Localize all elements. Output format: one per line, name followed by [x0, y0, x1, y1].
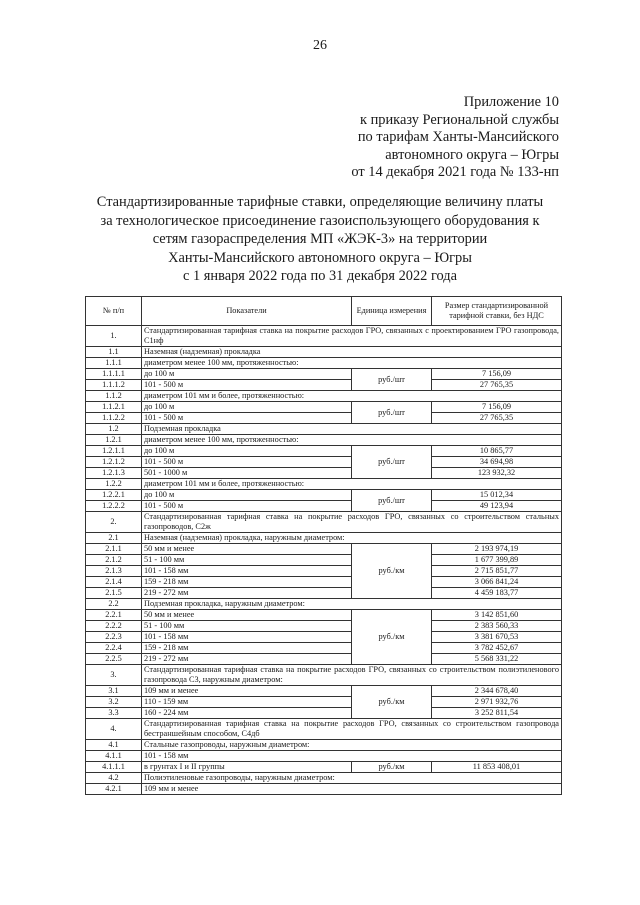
row-rate-value: 2 193 974,19 — [432, 544, 562, 555]
row-indicator: Стальные газопроводы, наружным диаметром: — [142, 740, 562, 751]
row-number: 2.1.1 — [86, 544, 142, 555]
table-row — [86, 719, 562, 740]
table-row — [86, 686, 562, 697]
table-row — [86, 347, 562, 358]
row-indicator: 101 - 158 мм — [142, 751, 562, 762]
row-number: 1.1.1.2 — [86, 380, 142, 391]
table-row — [86, 413, 562, 424]
row-rate-value: 7 156,09 — [432, 402, 562, 413]
row-indicator: диаметром менее 100 мм, протяженностью: — [142, 358, 562, 369]
row-indicator: Наземная (надземная) прокладка — [142, 347, 562, 358]
row-rate-value: 3 142 851,60 — [432, 610, 562, 621]
table-row — [86, 784, 562, 795]
table-row — [86, 479, 562, 490]
row-indicator: 219 - 272 мм — [142, 654, 352, 665]
row-number: 1.1.2.2 — [86, 413, 142, 424]
document-title — [60, 193, 580, 286]
row-unit: руб./шт — [352, 490, 432, 512]
row-unit: руб./км — [352, 544, 432, 599]
appendix-line: Приложение 10 — [463, 94, 559, 110]
row-number: 1.1.1 — [86, 358, 142, 369]
row-indicator: до 100 м — [142, 402, 352, 413]
table-header-row — [86, 297, 562, 326]
row-number: 1.1 — [86, 347, 142, 358]
row-number: 2.1.5 — [86, 588, 142, 599]
table-row — [86, 643, 562, 654]
row-unit: руб./шт — [352, 402, 432, 424]
row-number: 1.2.1 — [86, 435, 142, 446]
row-number: 2.2.1 — [86, 610, 142, 621]
row-indicator: 109 мм и менее — [142, 784, 562, 795]
row-number: 2.2.4 — [86, 643, 142, 654]
row-number: 2.2.3 — [86, 632, 142, 643]
table-row — [86, 632, 562, 643]
row-number: 2.2.5 — [86, 654, 142, 665]
row-number: 3. — [86, 665, 142, 686]
row-unit: руб./км — [352, 610, 432, 665]
row-indicator: до 100 м — [142, 446, 352, 457]
table-row — [86, 697, 562, 708]
row-number: 1.2 — [86, 424, 142, 435]
page-number: 26 — [313, 38, 327, 53]
title-line: Ханты-Мансийского автономного округа – Югры — [168, 249, 472, 266]
row-indicator: Полиэтиленовые газопроводы, наружным диаметром: — [142, 773, 562, 784]
row-indicator: Стандартизированная тарифная ставка на покрытие расходов ГРО, связанных с проектированием ГРО газопровода, C1нф — [142, 326, 562, 347]
header-num: № п/п — [86, 297, 142, 326]
row-indicator: 159 - 218 мм — [142, 643, 352, 654]
row-rate-value: 4 459 183,77 — [432, 588, 562, 599]
row-number: 1.1.2.1 — [86, 402, 142, 413]
row-indicator: Стандартизированная тарифная ставка на покрытие расходов ГРО, связанных со строительством полиэтиленового газопровода C3, наружным диаметром: — [142, 665, 562, 686]
row-rate-value: 3 252 811,54 — [432, 708, 562, 719]
row-rate-value: 2 383 560,33 — [432, 621, 562, 632]
row-indicator: 51 - 100 мм — [142, 555, 352, 566]
row-number: 1.2.1.3 — [86, 468, 142, 479]
header-rate: Размер стандартизированной тарифной ставки, без НДС — [432, 297, 562, 326]
table-row — [86, 751, 562, 762]
title-line: сетям газораспределения МП «ЖЭК-3» на территории — [152, 231, 488, 247]
table-row — [86, 358, 562, 369]
row-number: 2.1.2 — [86, 555, 142, 566]
row-indicator: 101 - 500 м — [142, 457, 352, 468]
table-row — [86, 577, 562, 588]
row-number: 1.2.1.2 — [86, 457, 142, 468]
table-body — [86, 326, 562, 795]
row-rate-value: 34 694,98 — [432, 457, 562, 468]
table-row — [86, 446, 562, 457]
table-row — [86, 654, 562, 665]
table-row — [86, 369, 562, 380]
row-indicator: 501 - 1000 м — [142, 468, 352, 479]
appendix-line: по тарифам Ханты-Мансийского — [357, 129, 559, 145]
table-row — [86, 621, 562, 632]
row-number: 2. — [86, 512, 142, 533]
row-number: 3.3 — [86, 708, 142, 719]
table-row — [86, 490, 562, 501]
row-number: 4.1.1 — [86, 751, 142, 762]
row-rate-value: 7 156,09 — [432, 369, 562, 380]
header-unit: Единица измерения — [352, 297, 432, 326]
row-number: 4. — [86, 719, 142, 740]
row-number: 3.1 — [86, 686, 142, 697]
table-row — [86, 402, 562, 413]
row-indicator: 51 - 100 мм — [142, 621, 352, 632]
row-number: 4.2.1 — [86, 784, 142, 795]
row-rate-value: 11 853 408,01 — [432, 762, 562, 773]
row-indicator: 110 - 159 мм — [142, 697, 352, 708]
row-indicator: диаметром 101 мм и более, протяженностью: — [142, 391, 562, 402]
row-number: 1.2.2.1 — [86, 490, 142, 501]
row-unit: руб./шт — [352, 446, 432, 479]
row-indicator: в грунтах I и II группы — [142, 762, 352, 773]
row-number: 2.2 — [86, 599, 142, 610]
row-rate-value: 3 782 452,67 — [432, 643, 562, 654]
row-rate-value: 10 865,77 — [432, 446, 562, 457]
row-indicator: 219 - 272 мм — [142, 588, 352, 599]
row-number: 4.1 — [86, 740, 142, 751]
row-number: 2.1.4 — [86, 577, 142, 588]
table-row — [86, 424, 562, 435]
row-number: 4.1.1.1 — [86, 762, 142, 773]
row-rate-value: 1 677 399,89 — [432, 555, 562, 566]
table-row — [86, 326, 562, 347]
table-row — [86, 391, 562, 402]
table-row — [86, 762, 562, 773]
row-unit: руб./км — [352, 762, 432, 773]
title-line: за технологическое присоединение газоиспользующего оборудования к — [100, 212, 540, 229]
row-indicator: 50 мм и менее — [142, 610, 352, 621]
row-indicator: диаметром менее 100 мм, протяженностью: — [142, 435, 562, 446]
table-row — [86, 533, 562, 544]
row-indicator: до 100 м — [142, 369, 352, 380]
title-line: Стандартизированные тарифные ставки, определяющие величину платы — [96, 194, 544, 210]
row-indicator: 109 мм и менее — [142, 686, 352, 697]
row-unit: руб./шт — [352, 369, 432, 391]
row-number: 1.2.2 — [86, 479, 142, 490]
row-rate-value: 15 012,34 — [432, 490, 562, 501]
table-row — [86, 773, 562, 784]
table-row — [86, 512, 562, 533]
row-number: 2.2.2 — [86, 621, 142, 632]
row-rate-value: 123 932,32 — [432, 468, 562, 479]
tariff-table — [85, 296, 562, 795]
table-row — [86, 665, 562, 686]
table-row — [86, 501, 562, 512]
row-indicator: 101 - 158 мм — [142, 566, 352, 577]
table-row — [86, 457, 562, 468]
row-rate-value: 3 066 841,24 — [432, 577, 562, 588]
table-row — [86, 588, 562, 599]
row-rate-value: 3 381 670,53 — [432, 632, 562, 643]
row-indicator: Наземная (надземная) прокладка, наружным диаметром: — [142, 533, 562, 544]
table-row — [86, 566, 562, 577]
row-indicator: 160 - 224 мм — [142, 708, 352, 719]
row-number: 1.1.1.1 — [86, 369, 142, 380]
title-line: с 1 января 2022 года по 31 декабря 2022 года — [182, 268, 457, 284]
table-row — [86, 599, 562, 610]
row-number: 2.1 — [86, 533, 142, 544]
row-indicator: Стандартизированная тарифная ставка на покрытие расходов ГРО, связанных со строительством газопровода бестраншейным способом, C4дб — [142, 719, 562, 740]
row-rate-value: 49 123,94 — [432, 501, 562, 512]
row-indicator: 101 - 158 мм — [142, 632, 352, 643]
row-indicator: 50 мм и менее — [142, 544, 352, 555]
table-row — [86, 740, 562, 751]
row-number: 1.1.2 — [86, 391, 142, 402]
row-unit: руб./км — [352, 686, 432, 719]
row-indicator: 101 - 500 м — [142, 413, 352, 424]
appendix-line: автономного округа – Югры — [385, 146, 559, 163]
table-row — [86, 544, 562, 555]
row-indicator: 101 - 500 м — [142, 380, 352, 391]
row-rate-value: 2 344 678,40 — [432, 686, 562, 697]
row-rate-value: 27 765,35 — [432, 380, 562, 391]
row-number: 3.2 — [86, 697, 142, 708]
table-row — [86, 708, 562, 719]
appendix-line: к приказу Региональной службы — [360, 111, 559, 128]
row-number: 1.2.2.2 — [86, 501, 142, 512]
row-indicator: Подземная прокладка, наружным диаметром: — [142, 599, 562, 610]
header-indicator: Показатели — [142, 297, 352, 326]
row-rate-value: 2 971 932,76 — [432, 697, 562, 708]
table-row — [86, 380, 562, 391]
appendix-block — [351, 94, 559, 182]
row-number: 4.2 — [86, 773, 142, 784]
row-indicator: Подземная прокладка — [142, 424, 562, 435]
row-number: 1.2.1.1 — [86, 446, 142, 457]
row-indicator: Стандартизированная тарифная ставка на покрытие расходов ГРО, связанных со строительством стальных газопроводов, C2ж — [142, 512, 562, 533]
table-row — [86, 610, 562, 621]
row-indicator: до 100 м — [142, 490, 352, 501]
table-row — [86, 435, 562, 446]
row-rate-value: 5 568 331,22 — [432, 654, 562, 665]
row-rate-value: 27 765,35 — [432, 413, 562, 424]
table-row — [86, 555, 562, 566]
row-indicator: диаметром 101 мм и более, протяженностью: — [142, 479, 562, 490]
row-indicator: 159 - 218 мм — [142, 577, 352, 588]
row-indicator: 101 - 500 м — [142, 501, 352, 512]
row-rate-value: 2 715 851,77 — [432, 566, 562, 577]
row-number: 2.1.3 — [86, 566, 142, 577]
table-row — [86, 468, 562, 479]
appendix-line: от 14 декабря 2021 года № 133-нп — [351, 164, 559, 180]
row-number: 1. — [86, 326, 142, 347]
